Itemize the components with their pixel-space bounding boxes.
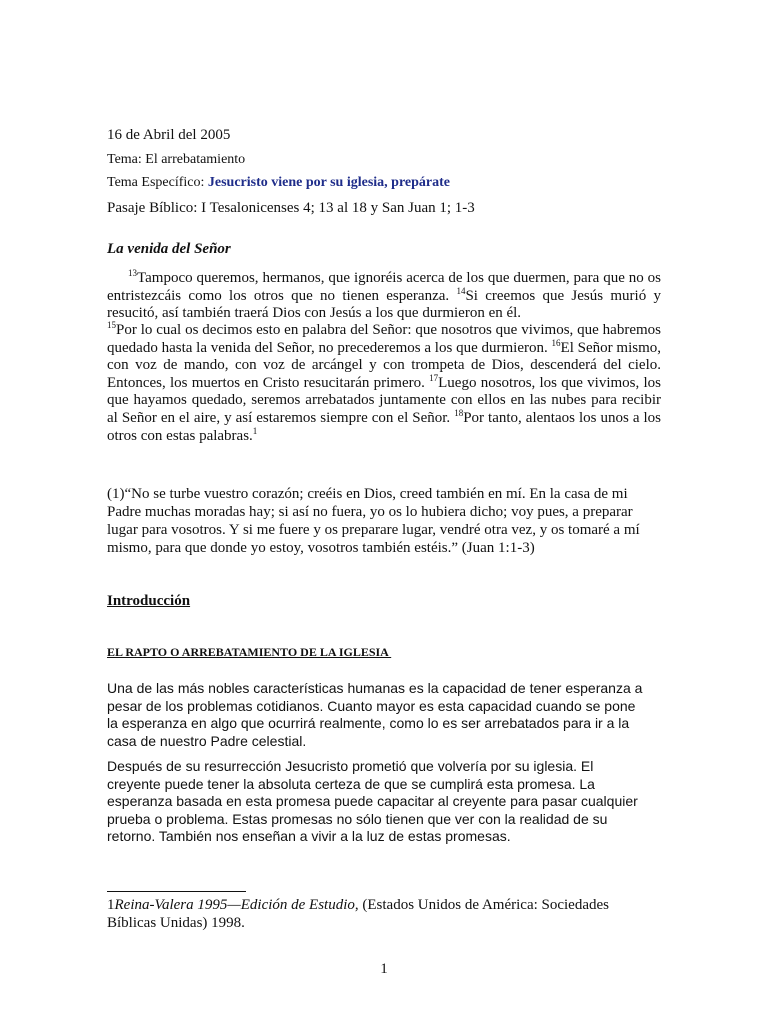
verse-paragraph-2 (107, 322, 661, 445)
verse-number: 15 (107, 320, 116, 330)
verse-number: 18 (454, 407, 464, 418)
juan-quote: (1)“No se turbe vuestro corazón; creéis en Dios, creed también en mí. En la casa de mi Padre muchas moradas hay; si así no fuera, yo os lo hubiera dicho; voy pues, a preparar lugar para vosotros. Y si me fuere y os preparare lugar, vendré otra vez, y os tomaré a mí mismo, para que donde yo estoy, vosotros también estéis.” (Juan 1:1-3) (107, 486, 640, 556)
verse-text: Tampoco queremos, hermanos, que ignoréis acerca de los que duermen, para que no os entristezcáis como los otros que no tienen esperanza. (107, 270, 661, 304)
tema-especifico-value: Jesucristo viene por su iglesia, prepárate (207, 175, 451, 190)
verse-text: Por tanto, alentaos los unos a los otros con estas palabras. (107, 409, 662, 444)
tema-label: Tema: (107, 152, 146, 167)
verse-paragraph-1 (107, 270, 661, 323)
introduccion-heading: Introducción (107, 593, 191, 609)
footnote-number: 1 (107, 897, 115, 913)
footnote-rest: , (Estados Unidos de América: Sociedades Bíblicas Unidas) 1998. (107, 897, 609, 931)
document-date: 16 de Abril del 2005 (107, 127, 231, 143)
verse-number: 14 (456, 285, 466, 296)
verse-text: Por lo cual os decimos esto en palabra del Señor: que nosotros que vivimos, que habremos quedado hasta la venida del Señor, no precederemos a los que durmieron. (107, 322, 661, 356)
verse-text: El Señor mismo, con voz de mando, con voz de arcángel y con trompeta de Dios, descenderá del cielo. Entonces, los muertos en Cristo resucitarán primero. (107, 339, 661, 391)
body-paragraph: Después de su resurrección Jesucristo prometió que volvería por su iglesia. El creyente puede tener la absoluta certeza de que se cumplirá esta promesa. La esperanza basada en esta promesa puede capacitar al creyente para pasar cualquier prueba o problema. Estas promesas no sólo tienen que ver con la realidad de su retorno. También nos enseñan a vivir a la luz de estas promesas. (107, 758, 638, 845)
tema-especifico-label: Tema Específico: (107, 175, 208, 190)
tema-especifico-line (107, 175, 450, 191)
tema-value: El arrebatamiento (145, 152, 246, 167)
tema-line (107, 152, 245, 168)
verse-number: 16 (551, 337, 561, 348)
pasaje-biblico: Pasaje Bíblico: I Tesalonicenses 4; 13 al 18 y San Juan 1; 1-3 (107, 200, 475, 216)
verse-text: Si creemos que Jesús murió y resucitó, así también traerá Dios con Jesús a los que durmieron en él. (107, 287, 662, 322)
rapto-heading: EL RAPTO O ARREBATAMIENTO DE LA IGLESIA (107, 645, 392, 659)
body-paragraph: Una de las más nobles características humanas es la capacidad de tener esperanza a pesar de los problemas cotidianos. Cuanto mayor es esta capacidad cuando se pone la esperanza en algo que ocurrirá realmente, como lo es ser arrebatados para ir a la casa de nuestro Padre celestial. (107, 680, 643, 749)
verse-text: Luego nosotros, los que vivimos, los que hayamos quedado, seremos arrebatados juntamente con ellos en las nubes para recibir al Señor en el aire, y así estaremos siempre con el Señor. (107, 374, 662, 426)
footnote (107, 896, 647, 932)
verse-number: 13 (128, 268, 137, 278)
section-heading-venida: La venida del Señor (107, 241, 231, 257)
verse-number: 17 (429, 372, 439, 383)
page-number: 1 (380, 961, 388, 977)
footnote-reference: 1 (252, 425, 258, 436)
footnote-title: Reina-Valera 1995—Edición de Estudio (114, 897, 355, 913)
footnote-separator (107, 891, 246, 892)
